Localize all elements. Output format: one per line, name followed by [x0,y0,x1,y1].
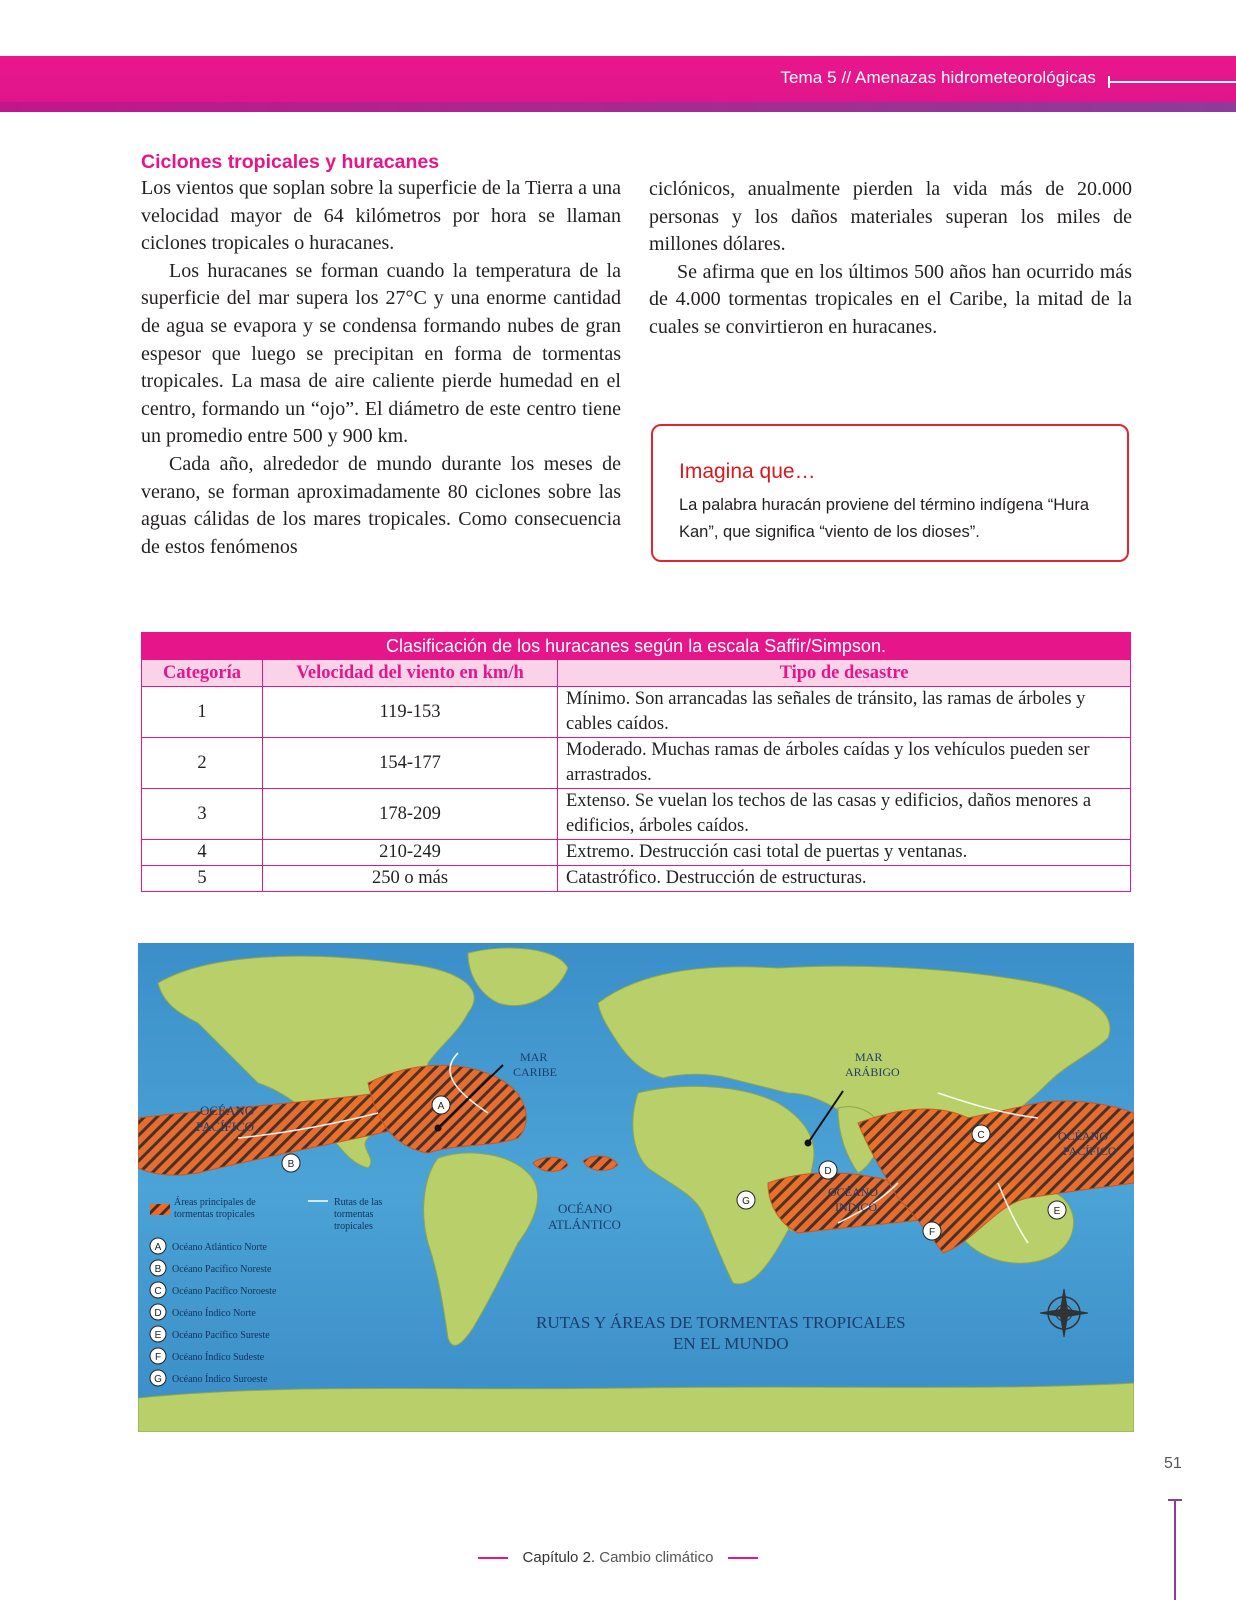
marker-letter-a: A [437,1101,445,1112]
legend-item-label: Océano Índico Sudeste [172,1352,265,1363]
saffir-simpson-table [141,632,1131,892]
imagine-box-title: Imagina que… [679,460,816,483]
legend-routes-line1: Rutas de las [334,1197,383,1208]
disaster-cell: Catastrófico. Destrucción de estructuras. [558,866,1131,892]
label-caribe-2: CARIBE [513,1065,558,1079]
legend-areas-line2: tormentas tropicales [174,1209,255,1220]
marker-letter-d: D [824,1166,832,1177]
section-heading: Ciclones tropicales y huracanes [141,151,440,173]
wind-speed-cell: 119-153 [263,687,558,738]
legend-letter: G [154,1374,162,1385]
antarctica [138,1383,1134,1432]
paragraph: Se afirma que en los últimos 500 años han ocurrido más de 4.000 tormentas tropicales en el Caribe, la mitad de la cuales se convirtieron en huracanes. [649,260,1132,338]
legend-area-swatch [150,1204,170,1215]
footer-chapter: Capítulo 2. [522,1549,596,1566]
category-cell: 2 [142,738,263,789]
legend-letter: C [154,1286,162,1297]
marker-letter-e: E [1053,1206,1061,1217]
footer-dash-right [728,1557,758,1559]
legend-item-label: Océano Índico Norte [172,1308,256,1319]
imagine-box-text: La palabra huracán proviene del término indígena “Hura Kan”, que significa “viento de los dioses”. [679,496,1090,541]
legend-letter: B [154,1264,162,1275]
label-pacific-east-1: OCÉANO [1058,1129,1108,1143]
table-row [142,738,1131,789]
paragraph: ciclónicos, anualmente pierden la vida más de 20.000 personas y los daños materiales superan los miles de millones dólares. [649,178,1132,256]
legend-item-label: Océano Índico Suroeste [172,1374,268,1385]
category-cell: 5 [142,866,263,892]
map-title-line1: RUTAS Y ÁREAS DE TORMENTAS TROPICALES [536,1313,906,1332]
legend-routes-line2: tormentas [334,1209,374,1220]
map-title-line2: EN EL MUNDO [673,1334,789,1353]
category-cell: 4 [142,840,263,866]
table-row [142,840,1131,866]
wind-speed-cell: 178-209 [263,789,558,840]
legend-item-label: Océano Pacífico Noroeste [172,1286,277,1297]
left-column [141,149,621,561]
disaster-cell: Extremo. Destrucción casi total de puertas y ventanas. [558,840,1131,866]
label-caribe-1: MAR [520,1050,548,1064]
label-pacific-west-2: PACÍFICO [196,1119,255,1134]
disaster-cell: Mínimo. Son arrancadas las señales de tránsito, las ramas de árboles y cables caídos. [558,687,1131,738]
label-pacific-west-1: OCÉANO [200,1103,255,1118]
wind-speed-cell: 210-249 [263,840,558,866]
wind-speed-cell: 250 o más [263,866,558,892]
table-caption-row [142,633,1131,660]
label-atlantico-2: ATLÁNTICO [548,1217,621,1232]
label-indico-2: ÍNDICO [835,1200,877,1214]
column-header-category: Categoría [142,660,263,687]
page-number: 51 [1164,1455,1182,1472]
marker-letter-g: G [742,1196,750,1207]
paragraph: Los huracanes se forman cuando la temperatura de la superficie del mar supera los 27°C y una enorme cantidad de agua se evapora y se condensa formando nubes de gran espesor que luego se precipitan en forma de tormentas tropicales. La masa de aire caliente pierde humedad en el centro, formando un “ojo”. El diámetro de este centro tiene un promedio entre 500 y 900 km. [141,259,621,448]
legend-letter: D [154,1308,162,1319]
footer-chapter-title: Cambio climático [599,1549,714,1566]
column-header-wind-speed: Velocidad del viento en km/h [263,660,558,687]
column-header-disaster-type: Tipo de desastre [558,660,1131,687]
label-atlantico-1: OCÉANO [558,1201,613,1216]
disaster-cell: Moderado. Muchas ramas de árboles caídas y los vehículos pueden ser arrastrados. [558,738,1131,789]
legend-letter: A [154,1242,162,1253]
legend-routes-line3: tropicales [334,1221,373,1232]
table-caption: Clasificación de los huracanes según la escala Saffir/Simpson. [142,633,1131,660]
table-header-row [142,660,1131,687]
legend-areas-line1: Áreas principales de [174,1197,256,1208]
label-arabigo-2: ARÁBIGO [845,1065,900,1079]
label-indico-1: OCÉANO [828,1185,878,1199]
disaster-cell: Extenso. Se vuelan los techos de las casas y edificios, daños menores a edificios, árboles caídos. [558,789,1131,840]
header-rule [1108,81,1236,83]
table-row [142,687,1131,738]
wind-speed-cell: 154-177 [263,738,558,789]
marker-arabigo [805,1140,812,1147]
label-pacific-east-2: PACÍFICO [1063,1144,1117,1158]
marker-letter-f: F [928,1227,936,1238]
header-band [0,56,1236,102]
label-arabigo-1: MAR [855,1050,883,1064]
right-column [649,176,1132,342]
category-cell: 3 [142,789,263,840]
chapter-theme-title: Tema 5 // Amenazas hidrometeorológicas [780,68,1096,87]
tropical-storms-map [138,943,1134,1432]
marker-letter-c: C [977,1130,985,1141]
table-row [142,866,1131,892]
category-cell: 1 [142,687,263,738]
legend-letter: E [154,1330,162,1341]
table-row [142,789,1131,840]
legend-item-label: Océano Atlántico Norte [172,1242,267,1253]
footer-dash-left [478,1557,508,1559]
legend-item-label: Océano Pacífico Sureste [172,1330,270,1341]
paragraph: Los vientos que soplan sobre la superficie de la Tierra a una velocidad mayor de 64 kilómetros por hora se llaman ciclones tropicales o huracanes. [141,177,621,255]
paragraph: Cada año, alrededor de mundo durante los meses de verano, se forman aproximadamente 80 ciclones sobre las aguas cálidas de los mares tropicales. Como consecuencia de estos fenómenos [141,452,621,558]
legend-item-label: Océano Pacífico Noreste [172,1264,272,1275]
footer [0,1549,1236,1566]
legend-letter: F [154,1352,162,1363]
marker-caribe [435,1125,442,1132]
imagine-box [651,424,1129,562]
marker-letter-b: B [287,1159,295,1170]
